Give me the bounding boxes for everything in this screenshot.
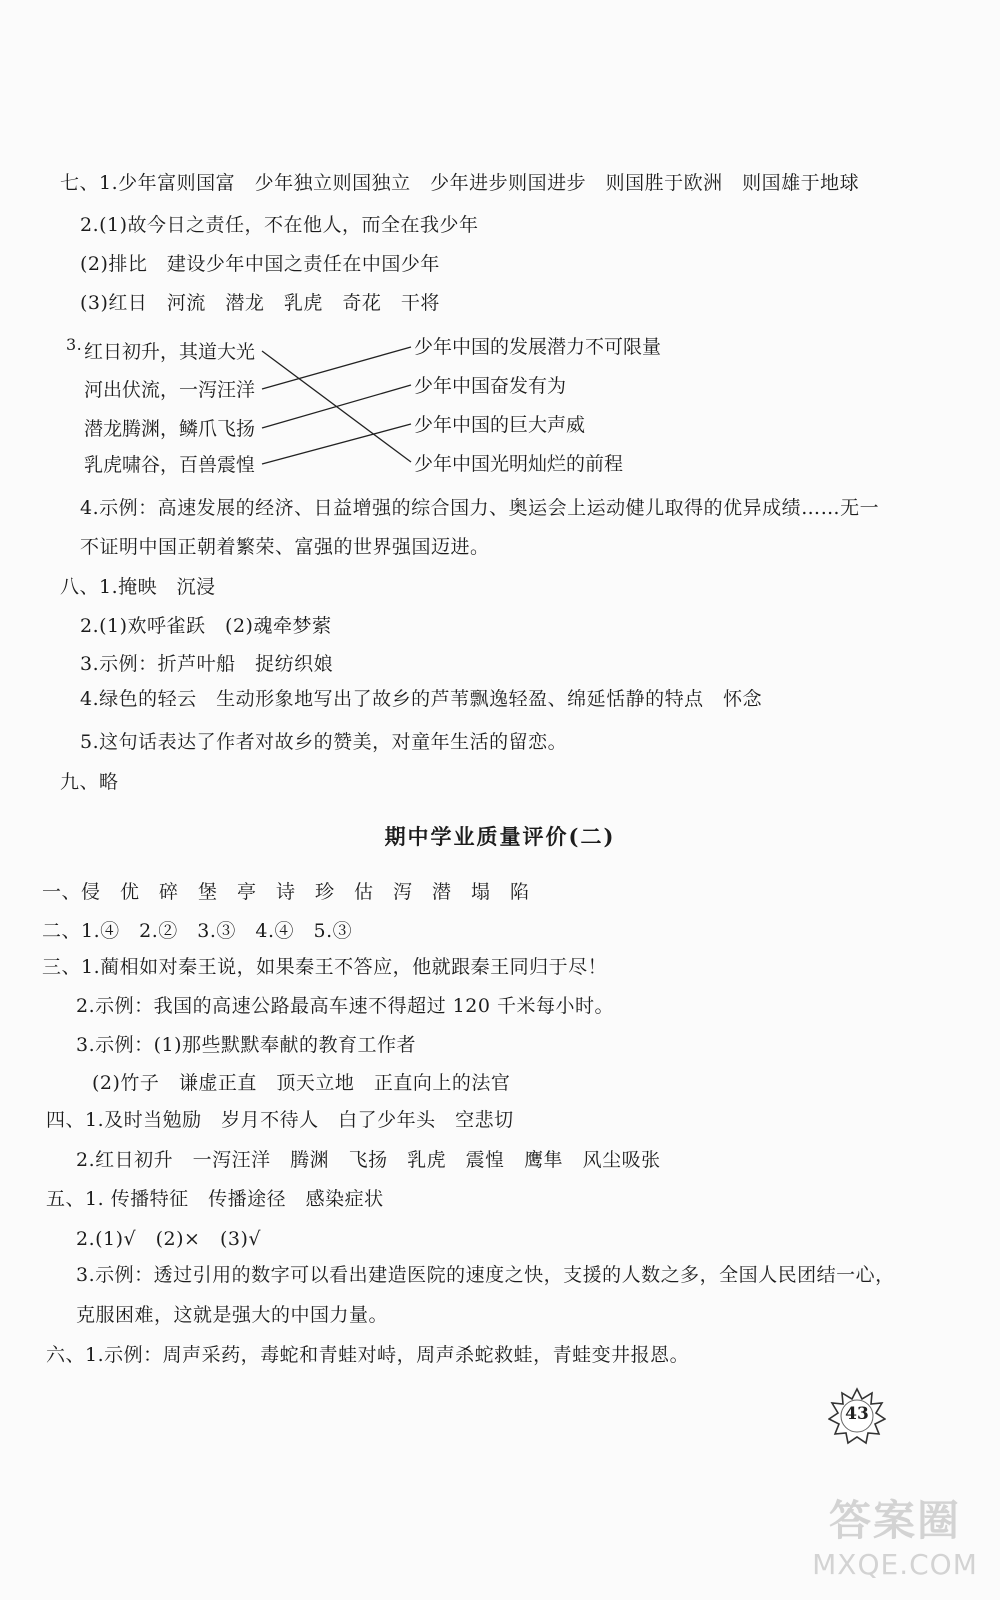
answer-line: 2.(1)故今日之责任，不在他人，而全在我少年 [80, 214, 479, 236]
answer-line: (3)红日 河流 潜龙 乳虎 奇花 干将 [80, 292, 440, 314]
match-number: 3. [66, 335, 83, 354]
answer-line: 5.这句话表达了作者对故乡的赞美，对童年生活的留恋。 [80, 731, 568, 753]
answer-line: 4.绿色的轻云 生动形象地写出了故乡的芦苇飘逸轻盈、绵延恬静的特点 怀念 [80, 688, 763, 710]
match-right-item: 少年中国光明灿烂的前程 [414, 453, 624, 475]
answer-line: 七、1.少年富则国富 少年独立则国独立 少年进步则国进步 则国胜于欧洲 则国雄于地球 [60, 172, 860, 194]
answer-line: 2.示例：我国的高速公路最高车速不得超过 120 千米每小时。 [76, 995, 614, 1017]
matching-lines [0, 0, 1000, 520]
page-number: 43 [845, 1404, 869, 1424]
answer-line: 五、1. 传播特征 传播途径 感染症状 [46, 1188, 384, 1210]
match-line [262, 424, 411, 464]
match-right-item: 少年中国的发展潜力不可限量 [414, 336, 662, 358]
answer-line: 2.(1)欢呼雀跃 (2)魂牵梦萦 [80, 615, 332, 637]
answer-line: 2.(1)√ (2)× (3)√ [76, 1228, 262, 1250]
match-right-item: 少年中国的巨大声威 [414, 414, 586, 436]
watermark-top: 答案圈 [828, 1496, 961, 1545]
answer-line: (2)竹子 谦虚正直 顶天立地 正直向上的法官 [92, 1072, 511, 1094]
answer-line: 一、侵 优 碎 堡 亭 诗 珍 估 泻 潜 塌 陷 [42, 881, 530, 903]
answer-line: 四、1.及时当勉励 岁月不待人 白了少年头 空悲切 [46, 1109, 514, 1131]
watermark-logo [800, 1478, 990, 1590]
answer-line: 八、1.掩映 沉浸 [60, 576, 216, 598]
answer-line: 3.示例：(1)那些默默奉献的教育工作者 [76, 1034, 417, 1056]
page-number-badge [828, 1387, 886, 1445]
match-left-item: 潜龙腾渊，鳞爪飞扬 [84, 418, 256, 440]
answer-line: 克服困难，这就是强大的中国力量。 [76, 1304, 389, 1326]
answer-line: 3.示例：折芦叶船 捉纺织娘 [80, 653, 334, 675]
answer-line: 不证明中国正朝着繁荣、富强的世界强国迈进。 [80, 536, 490, 558]
answer-line: (2)排比 建设少年中国之责任在中国少年 [80, 253, 440, 275]
match-left-item: 红日初升，其道大光 [84, 341, 256, 363]
match-line [262, 385, 411, 428]
answer-line: 4.示例：高速发展的经济、日益增强的综合国力、奥运会上运动健儿取得的优异成绩……无一 [80, 497, 880, 519]
answer-line: 2.红日初升 一泻汪洋 腾渊 飞扬 乳虎 震惶 鹰隼 风尘吸张 [76, 1149, 661, 1171]
answer-line: 3.示例：透过引用的数字可以看出建造医院的速度之快，支援的人数之多，全国人民团结一心， [76, 1264, 895, 1286]
answer-line: 九、略 [60, 771, 119, 793]
section-title: 期中学业质量评价(二) [384, 824, 616, 849]
match-left-item: 河出伏流，一泻汪洋 [84, 379, 256, 401]
answer-line: 二、1.④ 2.② 3.③ 4.④ 5.③ [42, 920, 353, 942]
watermark-bottom: MXQE.COM [812, 1548, 978, 1581]
answer-line: 三、1.蔺相如对秦王说，如果秦王不答应，他就跟秦王同归于尽！ [42, 956, 608, 978]
match-right-item: 少年中国奋发有为 [414, 375, 567, 397]
answer-line: 六、1.示例：周声采药，毒蛇和青蛙对峙，周声杀蛇救蛙，青蛙变井报恩。 [46, 1344, 690, 1366]
match-left-item: 乳虎啸谷，百兽震惶 [84, 454, 256, 476]
